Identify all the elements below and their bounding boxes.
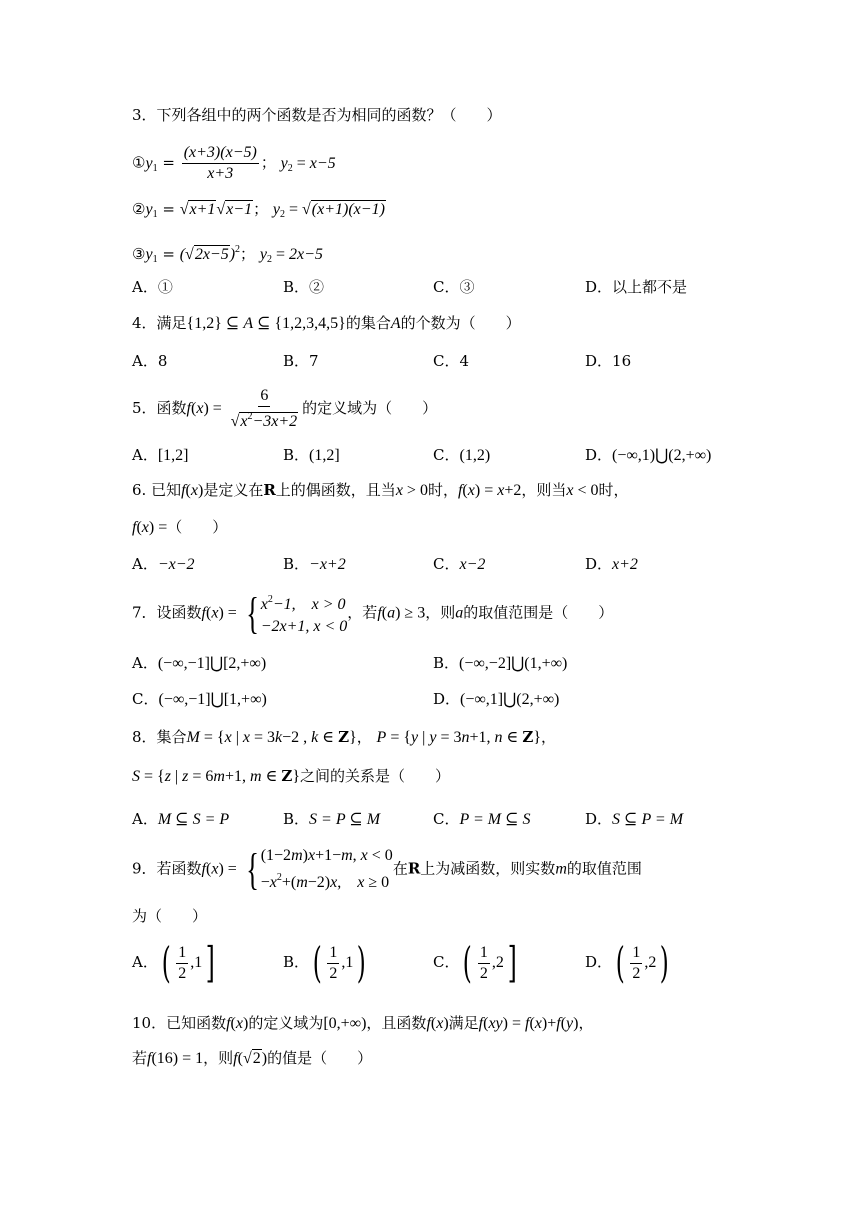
q3-option-b[interactable]: B．② <box>283 278 325 296</box>
q8-option-c[interactable]: C．P = M ⊆ S <box>433 810 531 828</box>
q6-stem-line2: f(x) =（ ） <box>132 518 228 536</box>
q9-option-b[interactable]: B．( $\frac{1}{2}$ ,1) <box>283 938 367 987</box>
q8-option-a[interactable]: A．M ⊆ S = P <box>132 810 230 828</box>
q3-item-1: $①y_1$ = $\frac{(x+3)(x-5)}{x+3}$ ； $y_2 = x-5$ <box>132 144 336 182</box>
q7-option-b[interactable]: B．(−∞,−2]⋃(1,+∞) <box>433 654 568 672</box>
q3-item-3: $③y_1 = (√2x-5)^2$； $y_2 = 2x-5$ <box>132 244 323 265</box>
q9-option-c[interactable]: C．( $\frac{1}{2}$ ,2] <box>433 938 517 987</box>
q4-option-c[interactable]: C．4 <box>433 352 470 370</box>
q3-option-a[interactable]: A．① <box>132 278 173 296</box>
q7-option-d[interactable]: D．(−∞,1]⋃(2,+∞) <box>433 690 560 708</box>
q6-option-c[interactable]: C．x−2 <box>433 555 486 573</box>
q3-item-2: $②y_1 = √x+1√x-1$； $y_2 = √(x+1)(x-1)$ <box>132 200 385 220</box>
q8-option-b[interactable]: B．S = P ⊆ M <box>283 810 381 828</box>
q6-option-d[interactable]: D．x+2 <box>585 555 638 573</box>
q8-stem-line1: 8．集合M = {x | x = 3k−2 , k ∈ Z}， P = {y | y = 3n+1, n ∈ Z}， <box>132 728 557 746</box>
q5-option-b[interactable]: B．(1,2] <box>283 446 340 464</box>
q4-option-d[interactable]: D．16 <box>585 352 632 370</box>
q9-stem-line2: 为（ ） <box>132 907 208 925</box>
q5-stem: 5．函数f(x) = $\frac{6}{√x^2-3x+2}$ 的定义域为（ ） <box>132 387 438 430</box>
q3-option-c[interactable]: C．③ <box>433 278 475 296</box>
q7-option-a[interactable]: A．(−∞,−1]⋃[2,+∞) <box>132 654 267 672</box>
q6-stem-line1: 6. 已知f(x)是定义在R上的偶函数，且当x > 0时，f(x) = x+2，则当x < 0时， <box>132 481 629 499</box>
q8-option-d[interactable]: D．S ⊆ P = M <box>585 810 684 828</box>
q5-option-a[interactable]: A．[1,2] <box>132 446 189 464</box>
q9-option-d[interactable]: D．( $\frac{1}{2}$ ,2) <box>585 938 670 987</box>
q8-stem-line2: S = {z | z = 6m+1, m ∈ Z}之间的关系是（ ） <box>132 767 451 785</box>
q6-option-a[interactable]: A．−x−2 <box>132 555 195 573</box>
q4-option-b[interactable]: B．7 <box>283 352 319 370</box>
q5-option-d[interactable]: D．(−∞,1)⋃(2,+∞) <box>585 446 712 464</box>
q4-stem: 4．满足{1,2} ⊆ A ⊆ {1,2,3,4,5}的集合A的个数为（ ） <box>132 314 521 332</box>
q6-option-b[interactable]: B．−x+2 <box>283 555 346 573</box>
q4-option-a[interactable]: A．8 <box>132 352 168 370</box>
q3-option-d[interactable]: D．以上都不是 <box>585 278 688 296</box>
q10-stem-line1: 10．已知函数f(x)的定义域为[0,+∞)，且函数f(x)满足f(xy) = f(x)+f(y)， <box>132 1014 594 1032</box>
q10-stem-line2: 若f(16) = 1，则f(√2)的值是（ ） <box>132 1049 373 1067</box>
q9-stem-line1: 9．若函数f(x) = { (1−2m)x+1−m, x < 0 $-x^2+(m-2)x$, x ≥ 0 在R上为减函数，则实数m的取值范围 <box>132 844 642 894</box>
q7-stem: 7．设函数f(x) = { $x^2-1$, x > 0 −2x+1, x < 0 ，若f(a) ≥ 3，则a的取值范围是（ ） <box>132 588 614 638</box>
q9-option-a[interactable]: A．( $\frac{1}{2}$ ,1] <box>132 938 215 987</box>
q3-stem: 3．下列各组中的两个函数是否为相同的函数？（ ） <box>132 106 502 124</box>
q5-option-c[interactable]: C．(1,2) <box>433 446 491 464</box>
q7-option-c[interactable]: C．(−∞,−1]⋃[1,+∞) <box>132 690 267 708</box>
